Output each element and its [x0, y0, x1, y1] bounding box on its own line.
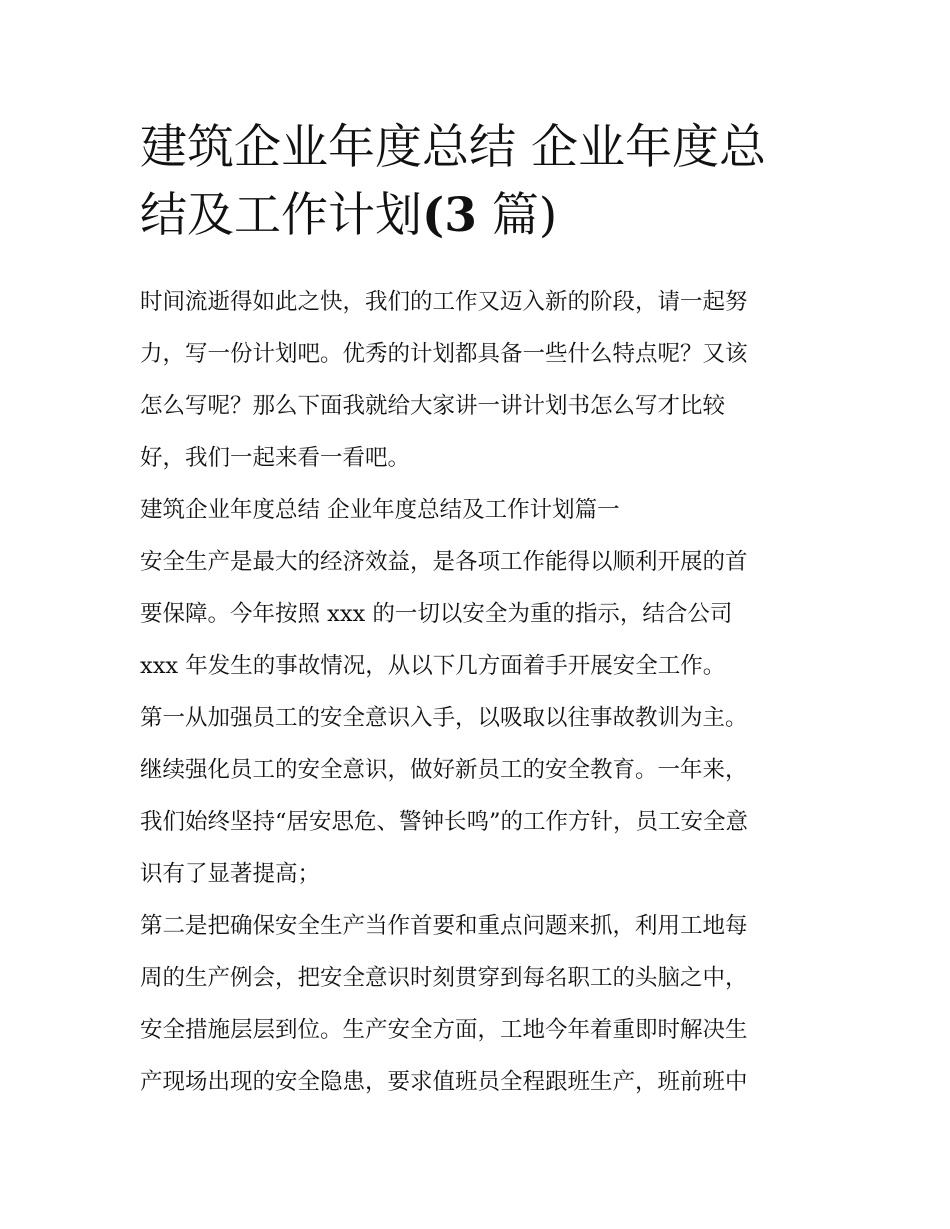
title-line-2 [140, 182, 820, 250]
body-line: xxx 年发生的事故情况，从以下几方面着手开展安全工作。 [140, 653, 726, 679]
body-line: 怎么写呢？那么下面我就给大家讲一讲计划书怎么写才比较 [140, 393, 726, 419]
document-body [140, 276, 820, 1108]
body-line: 识有了显著提高； [140, 861, 321, 887]
body-line: 产现场出现的安全隐患，要求值班员全程跟班生产，班前班中 [140, 1069, 748, 1095]
document-title [140, 114, 820, 250]
body-line: 第一从加强员工的安全意识入手，以吸取以往事故教训为主。 [140, 705, 748, 731]
body-line: 我们始终坚持“居安思危、警钟长鸣”的工作方针，员工安全意 [140, 809, 749, 835]
body-line: 安全生产是最大的经济效益，是各项工作能得以顺利开展的首 [140, 549, 748, 575]
body-line: 好，我们一起来看一看吧。 [140, 445, 411, 471]
title-line-1: 建筑企业年度总结 企业年度总 [140, 120, 766, 175]
title-line-2-number: (3 [422, 188, 477, 243]
body-line: 时间流逝得如此之快，我们的工作又迈入新的阶段，请一起努 [140, 289, 748, 315]
title-line-2-suffix: 篇) [491, 188, 558, 243]
section-heading: 建筑企业年度总结 企业年度总结及工作计划篇一 [140, 497, 620, 523]
body-line: 第二是把确保安全生产当作首要和重点问题来抓，利用工地每 [140, 913, 748, 939]
body-line: 要保障。今年按照 xxx 的一切以安全为重的指示，结合公司 [140, 601, 733, 627]
title-line-2-prefix: 结及工作计划 [140, 188, 422, 243]
body-line: 力，写一份计划吧。优秀的计划都具备一些什么特点呢？又该 [140, 341, 748, 367]
body-line: 安全措施层层到位。生产安全方面，工地今年着重即时解决生 [140, 1017, 748, 1043]
body-line: 周的生产例会，把安全意识时刻贯穿到每名职工的头脑之中， [140, 965, 748, 991]
body-line: 继续强化员工的安全意识，做好新员工的安全教育。一年来， [140, 757, 748, 783]
